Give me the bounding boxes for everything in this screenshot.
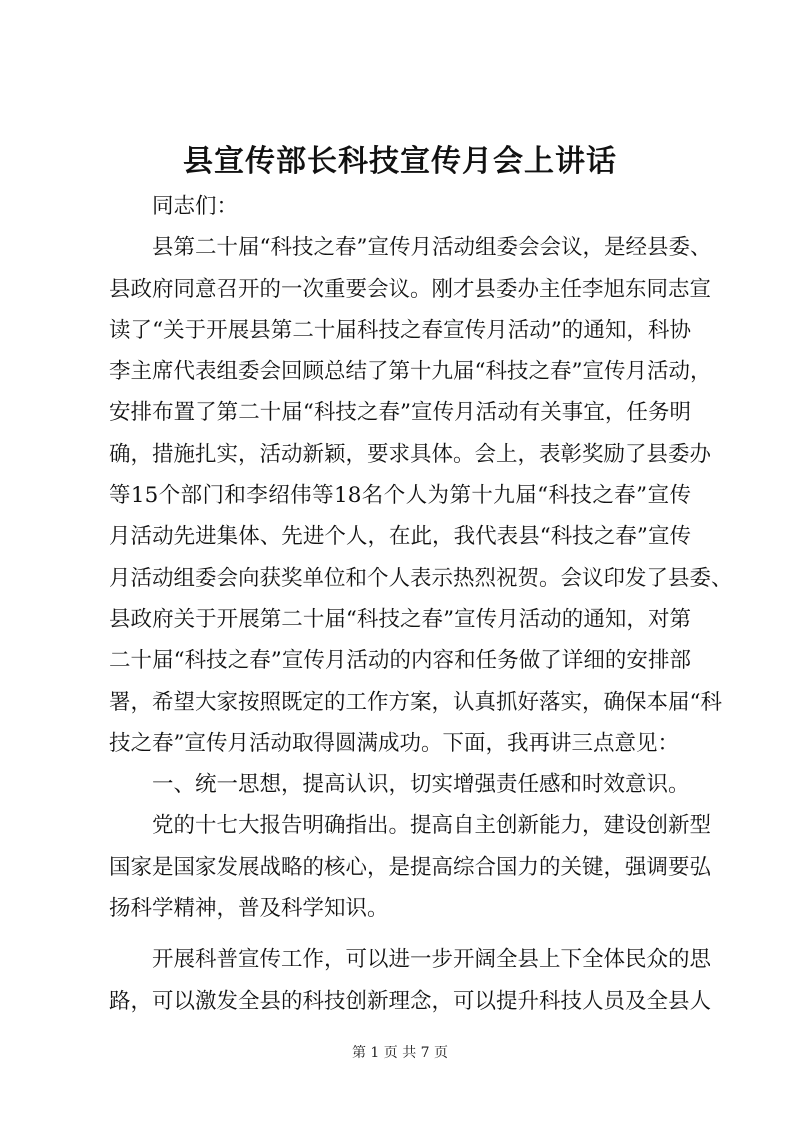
paragraph-spacer — [109, 929, 691, 939]
paragraph-1-line: 技之春”宣传月活动取得圆满成功。下面，我再讲三点意见： — [109, 730, 679, 756]
paragraph-1-line: 安排布置了第二十届“科技之春”宣传月活动有关事宜，任务明 — [109, 400, 691, 426]
paragraph-1-line: 月活动组委会向获奖单位和个人表示热烈祝贺。会议印发了县委、 — [109, 565, 733, 591]
paragraph-1-line: 二十届“科技之春”宣传月活动的内容和任务做了详细的安排部 — [109, 648, 691, 674]
paragraph-3-line: 开展科普宣传工作，可以进一步开阔全县上下全体民众的思 — [152, 947, 712, 973]
paragraph-1-line: 县政府同意召开的一次重要会议。刚才县委办主任李旭东同志宣 — [109, 276, 712, 302]
paragraph-1-line: 县政府关于开展第二十届“科技之春”宣传月活动的通知，对第 — [109, 606, 691, 632]
paragraph-3-line: 路，可以激发全县的科技创新理念，可以提升科技人员及全县人 — [109, 988, 712, 1014]
paragraph-1-line: 确，措施扎实，活动新颖，要求具体。会上，表彰奖励了县委办 — [109, 441, 712, 467]
paragraph-1-line: 县第二十届“科技之春”宣传月活动组委会会议，是经县委、 — [152, 235, 712, 261]
paragraph-2 — [109, 805, 712, 929]
paragraph-1-line: 署，希望大家按照既定的工作方案，认真抓好落实，确保本届“科 — [109, 689, 722, 715]
paragraph-3 — [109, 939, 712, 1022]
paragraph-2-line: 扬科学精神，普及科学知识。 — [109, 896, 389, 922]
section-heading-1: 一、统一思想，提高认识，切实增强责任感和时效意识。 — [152, 772, 690, 798]
paragraph-1-line: 李主席代表组委会回顾总结了第十九届“科技之春”宣传月活动， — [109, 359, 712, 385]
paragraph-1-line: 月活动先进集体、先进个人，在此，我代表县“科技之春”宣传 — [109, 524, 691, 550]
salutation: 同志们： — [152, 194, 239, 219]
paragraph-1-line: 等15个部门和李绍伟等18名个人为第十九届“科技之春”宣传 — [109, 483, 691, 509]
paragraph-1 — [109, 227, 733, 764]
paragraph-2-line: 党的十七大报告明确指出。提高自主创新能力，建设创新型 — [152, 813, 712, 839]
page-number-footer: 第 1 页 共 7 页 — [351, 1045, 449, 1061]
document-title: 县宣传部长科技宣传月会上讲话 — [183, 144, 617, 179]
document-body — [109, 186, 733, 1022]
paragraph-2-line: 国家是国家发展战略的核心，是提高综合国力的关键，强调要弘 — [109, 854, 712, 880]
paragraph-1-line: 读了“关于开展县第二十届科技之春宣传月活动”的通知，科协 — [109, 317, 691, 343]
